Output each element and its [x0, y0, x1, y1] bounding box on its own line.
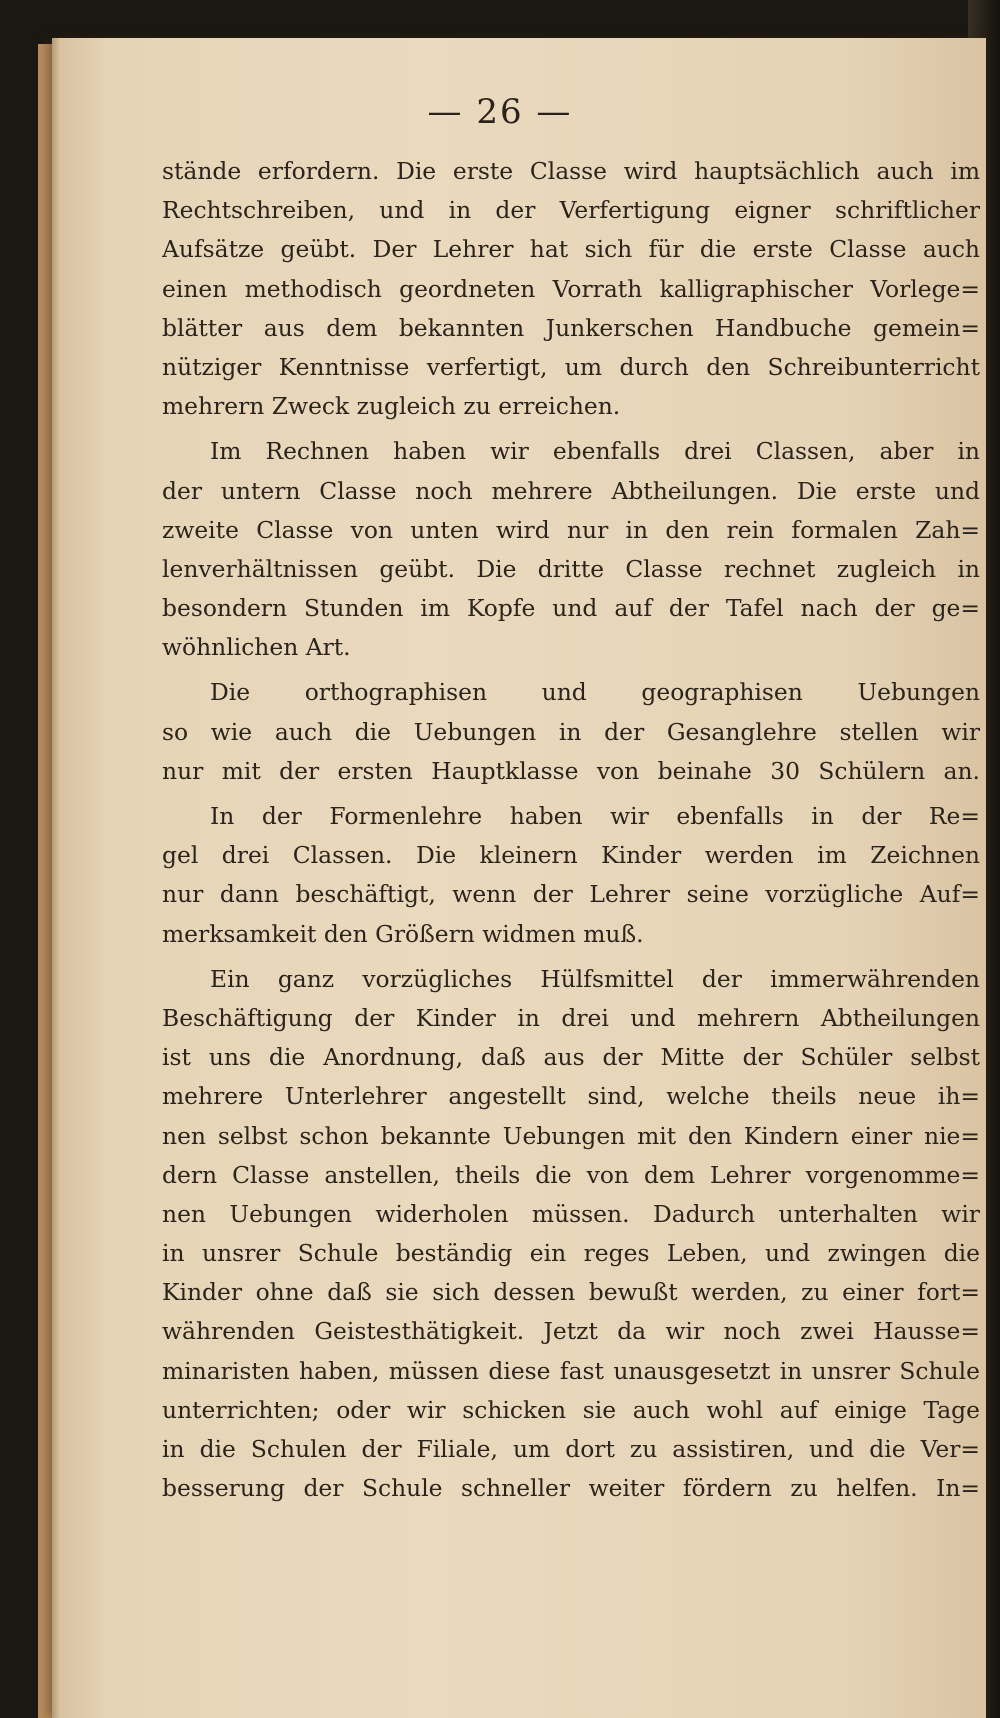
text-line: Kinder ohne daß sie sich dessen bewußt werden, zu einer fort= — [162, 1278, 980, 1307]
text-line: mehrere Unterlehrer angestellt sind, welche theils neue ih= — [162, 1082, 980, 1111]
text-line: nur mit der ersten Hauptklasse von beinahe 30 Schülern an. — [162, 756, 980, 785]
text-line: nur dann beschäftigt, wenn der Lehrer seine vorzügliche Auf= — [162, 880, 980, 909]
text-line: stände erfordern. Die erste Classe wird hauptsächlich auch im — [162, 157, 980, 185]
page-number: — 26 — — [427, 92, 573, 132]
text-line: der untern Classe noch mehrere Abtheilungen. Die erste und — [162, 476, 980, 505]
body-text — [162, 152, 980, 1508]
text-line: merksamkeit den Größern widmen muß. — [162, 919, 644, 948]
text-line: in unsrer Schule beständig ein reges Leben, und zwingen die — [162, 1239, 980, 1268]
text-line: unterrichten; oder wir schicken sie auch wohl auf einige Tage — [162, 1395, 980, 1424]
text-line: Rechtschreiben, und in der Verfertigung eigner schriftlicher — [162, 196, 980, 225]
text-line: so wie auch die Uebungen in der Gesanglehre stellen wir — [162, 717, 980, 746]
text-line: Ein ganz vorzügliches Hülfsmittel der immerwährenden — [210, 964, 980, 993]
text-line: einen methodisch geordneten Vorrath kalligraphischer Vorlege= — [162, 274, 980, 303]
text-line: ist uns die Anordnung, daß aus der Mitte der Schüler selbst — [162, 1043, 980, 1072]
text-line: dern Classe anstellen, theils die von dem Lehrer vorgenomme= — [162, 1160, 980, 1189]
text-line: In der Formenlehre haben wir ebenfalls in der Re= — [210, 802, 980, 830]
text-line: Aufsätze geübt. Der Lehrer hat sich für die erste Classe auch — [162, 235, 980, 264]
text-line: besondern Stunden im Kopfe und auf der Tafel nach der ge= — [162, 594, 980, 623]
text-line: zweite Classe von unten wird nur in den rein formalen Zah= — [162, 515, 980, 544]
text-line: lenverhältnissen geübt. Die dritte Classe rechnet zugleich in — [162, 554, 980, 583]
text-line: minaristen haben, müssen diese fast unausgesetzt in unsrer Schule — [162, 1356, 980, 1385]
text-line: währenden Geistesthätigkeit. Jetzt da wir noch zwei Hausse= — [162, 1317, 980, 1346]
text-line: mehrern Zweck zugleich zu erreichen. — [162, 392, 621, 421]
text-line: Beschäftigung der Kinder in drei und mehrern Abtheilungen — [162, 1003, 980, 1032]
text-line: nen selbst schon bekannte Uebungen mit den Kindern einer nie= — [162, 1121, 980, 1150]
text-line: in die Schulen der Filiale, um dort zu assistiren, und die Ver= — [162, 1435, 980, 1463]
text-line: blätter aus dem bekannten Junkerschen Handbuche gemein= — [162, 313, 980, 342]
text-line: nütziger Kenntnisse verfertigt, um durch den Schreibunterricht — [162, 352, 980, 381]
text-line: gel drei Classen. Die kleinern Kinder werden im Zeichnen — [162, 841, 980, 870]
text-line: Im Rechnen haben wir ebenfalls drei Classen, aber in — [210, 437, 980, 466]
text-line: nen Uebungen widerholen müssen. Dadurch unterhalten wir — [162, 1199, 980, 1228]
page-shadow-edge — [52, 38, 60, 1718]
text-line: besserung der Schule schneller weiter fördern zu helfen. In= — [162, 1474, 980, 1503]
text-line: Die orthographisen und geographisen Uebungen — [210, 678, 980, 707]
text-line: wöhnlichen Art. — [162, 633, 351, 662]
